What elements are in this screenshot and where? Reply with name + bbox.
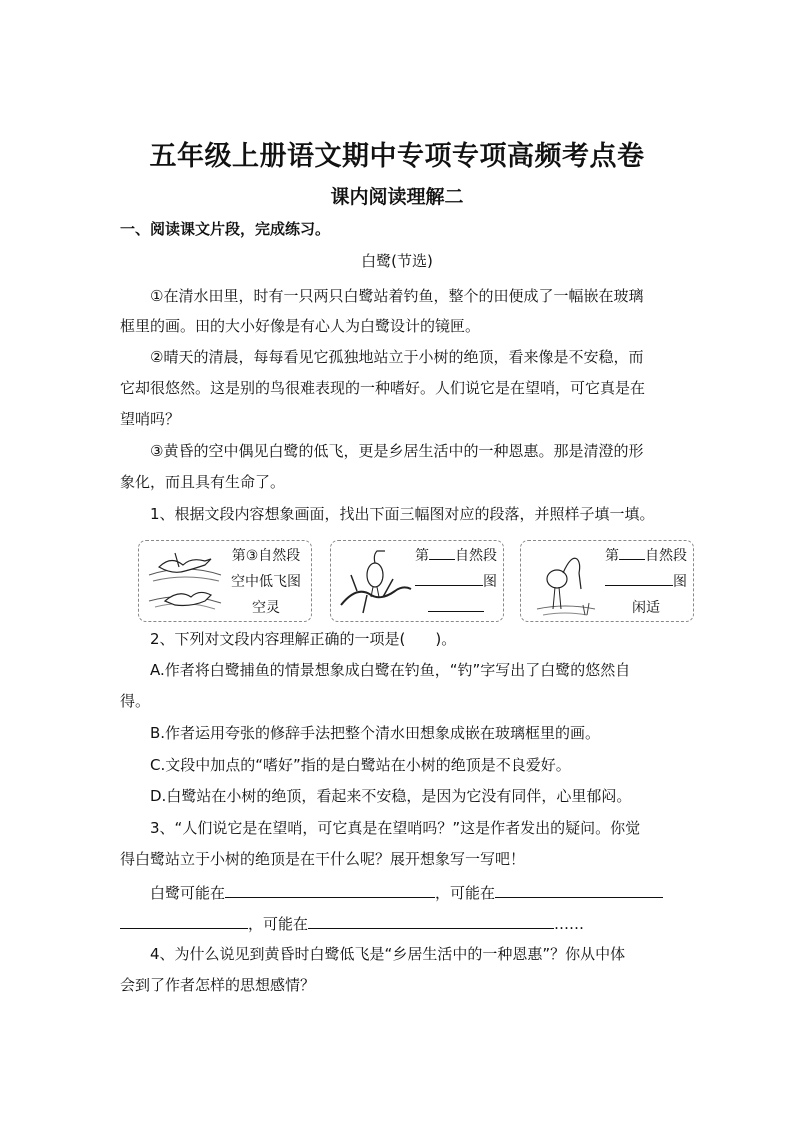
section-heading: 一、阅读课文片段，完成练习。 <box>120 220 331 238</box>
passage-p1-line2: 框里的画。田的大小好像是有心人为白鹭设计的镜匣。 <box>120 317 481 335</box>
passage-p3-line1: ③黄昏的空中偶见白鹭的低飞，更是乡居生活中的一种恩惠。那是清澄的形 <box>150 442 644 460</box>
passage-p1-line1: ①在清水田里，时有一只两只白鹭站着钓鱼，整个的田便成了一幅嵌在玻璃 <box>150 287 644 305</box>
panel-2-paragraph-blank[interactable] <box>429 545 455 560</box>
panel-2-scene: 图 <box>411 569 501 595</box>
question-3-fill-line2: ，可能在 …… <box>120 912 680 934</box>
picture-panel-1 <box>138 540 312 622</box>
panel-3-scene-blank[interactable] <box>605 571 673 586</box>
answer-blank-1[interactable] <box>225 881 435 898</box>
panel-2-scene-blank[interactable] <box>415 571 483 586</box>
answer-blank-2[interactable] <box>495 881 663 898</box>
panel-2-paragraph: 第 自然段 <box>411 543 501 569</box>
flying-egret-illustration <box>145 545 225 617</box>
passage-p2-line2: 它却很悠然。这是别的鸟很难表现的一种嗜好。人们说它是在望哨，可它真是在 <box>120 379 646 397</box>
option-b: B.作者运用夸张的修辞手法把整个清水田想象成嵌在玻璃框里的画。 <box>150 724 601 742</box>
option-c: C.文段中加点的“嗜好”指的是白鹭站在小树的绝顶是不良爱好。 <box>150 756 571 774</box>
passage-p3-line2: 象化，而且具有生命了。 <box>120 473 286 491</box>
panel-3-scene: 图 <box>601 569 691 595</box>
panel-3-paragraph: 第 自然段 <box>601 543 691 569</box>
option-a-line1: A.作者将白鹭捕鱼的情景想象成白鹭在钓鱼，“钓”字写出了白鹭的悠然自 <box>150 661 631 679</box>
answer-blank-3[interactable] <box>308 912 554 929</box>
picture-panel-2 <box>330 540 504 622</box>
passage-title: 白鹭(节选) <box>361 252 433 270</box>
page-title: 五年级上册语文期中专项专项高频考点卷 <box>149 141 645 172</box>
question-3-fill-line1: 白鹭可能在 ，可能在 <box>150 881 680 903</box>
question-1-text: 1、根据文段内容想象画面，找出下面三幅图对应的段落，并照样子填一填。 <box>150 505 655 523</box>
question-4-line2: 会到了作者怎样的思想感情？ <box>120 976 316 994</box>
panel-1-paragraph: 第③自然段 <box>231 548 301 564</box>
panel-3-paragraph-blank[interactable] <box>619 545 645 560</box>
panel-1-scene: 空中低飞图 <box>231 574 301 590</box>
passage-p2-line1: ②晴天的清晨，每每看见它孤独地站立于小树的绝顶，看来像是不安稳，而 <box>150 348 644 366</box>
option-a-line2: 得。 <box>120 692 151 710</box>
answer-blank-2-cont[interactable] <box>120 912 248 929</box>
perched-egret-illustration <box>337 545 413 619</box>
question-4-line1: 4、为什么说见到黄昏时白鹭低飞是“乡居生活中的一种恩惠”？你从中体 <box>150 945 626 963</box>
picture-panel-3 <box>520 540 694 622</box>
fishing-egret-illustration <box>527 545 603 619</box>
panel-2-mood <box>411 595 501 621</box>
question-3-line2: 得白鹭站立于小树的绝顶是在干什么呢？展开想象写一写吧！ <box>120 850 526 868</box>
panel-1-mood: 空灵 <box>252 600 280 616</box>
option-d: D.白鹭站在小树的绝顶，看起来不安稳，是因为它没有同伴，心里郁闷。 <box>150 787 632 805</box>
panel-3-mood: 闲适 <box>632 600 660 616</box>
passage-p2-line3: 望哨吗？ <box>120 410 181 428</box>
question-3-line1: 3、“人们说它是在望哨，可它真是在望哨吗？”这是作者发出的疑问。你觉 <box>150 819 641 837</box>
page-subtitle: 课内阅读理解二 <box>330 186 464 208</box>
panel-2-mood-blank[interactable] <box>428 597 484 612</box>
question-2-text: 2、下列对文段内容理解正确的一项是( )。 <box>150 630 457 648</box>
